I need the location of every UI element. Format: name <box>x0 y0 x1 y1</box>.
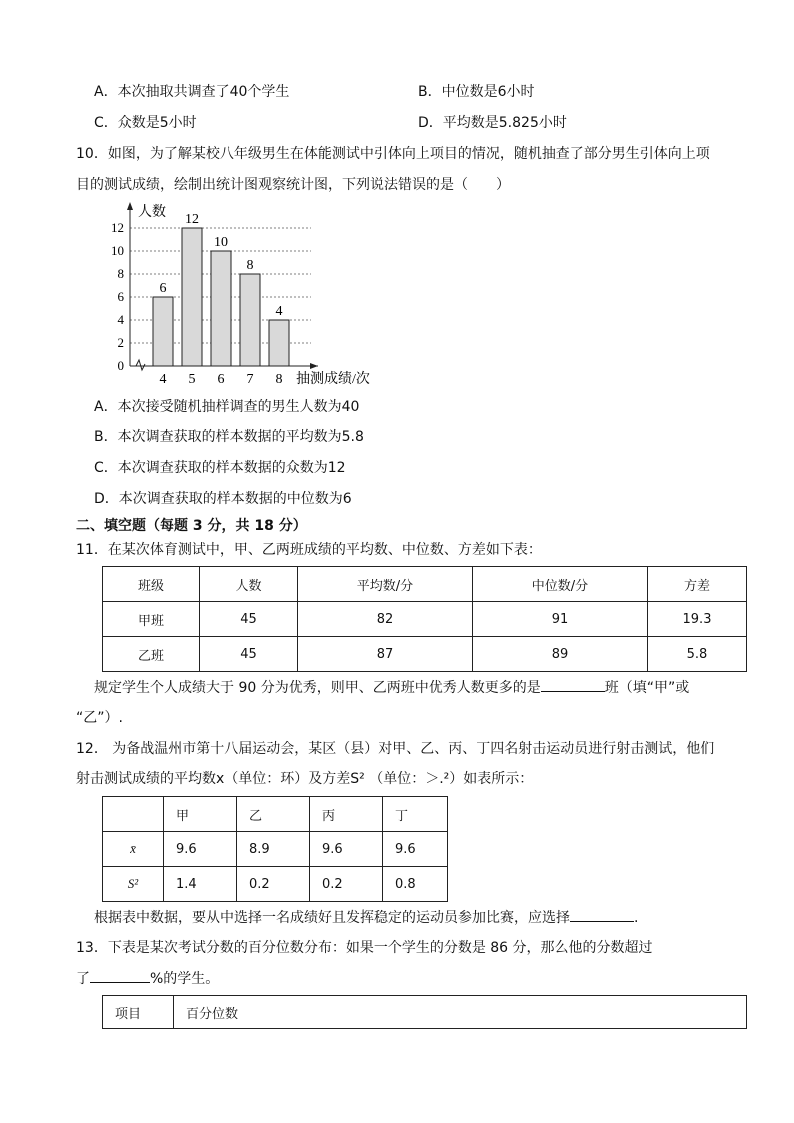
q12-header-cell <box>103 797 164 832</box>
x-tick-label: 8 <box>275 372 283 387</box>
x-tick-label: 5 <box>188 372 196 387</box>
x-tick-label: 7 <box>246 372 254 387</box>
q12-header-cell: 丁 <box>383 797 448 832</box>
y-tick-label: 6 <box>117 289 124 304</box>
q12-cell: 0.2 <box>310 867 383 902</box>
y-axis-arrow <box>127 202 133 210</box>
x-tick-label: 4 <box>159 372 167 387</box>
table-row <box>103 867 448 902</box>
q11-cell: 乙班 <box>103 637 200 672</box>
bar <box>269 320 289 366</box>
data-label: 4 <box>275 304 283 319</box>
q10-option-a: A．本次接受随机抽样调查的男生人数为40 <box>94 399 360 415</box>
q13-table <box>102 995 747 1029</box>
data-label: 10 <box>214 235 228 250</box>
q11-header-cell: 中位数/分 <box>473 567 648 602</box>
q11-header-cell: 班级 <box>103 567 200 602</box>
q12-cell: 0.8 <box>383 867 448 902</box>
y-tick-label: 12 <box>111 220 124 235</box>
q11-answer-blank[interactable] <box>541 677 605 692</box>
q12-cell: 9.6 <box>310 832 383 867</box>
q12-cell: 8.9 <box>237 832 310 867</box>
q9-option-d: D．平均数是5.825小时 <box>418 115 567 131</box>
x-axis-arrow <box>310 363 318 369</box>
q11-header-cell: 平均数/分 <box>298 567 473 602</box>
q11-text2: “乙”）. <box>76 710 123 726</box>
q12-question <box>94 907 638 928</box>
q11-text1: 规定学生个人成绩大于 90 分为优秀，则甲、乙两班中优秀人数更多的是 <box>94 680 541 696</box>
q11-cell: 82 <box>298 602 473 637</box>
q12-row-label: S² <box>103 867 164 902</box>
y-tick-label: 2 <box>117 335 124 350</box>
q11-cell: 89 <box>473 637 648 672</box>
q13-answer-blank[interactable] <box>90 968 150 983</box>
q13-header-cell: 百分位数 <box>174 996 747 1029</box>
bar <box>240 274 260 366</box>
q12-cell: 0.2 <box>237 867 310 902</box>
bar <box>182 228 202 366</box>
table-row <box>103 602 747 637</box>
table-row <box>103 832 448 867</box>
q12-header-cell: 乙 <box>237 797 310 832</box>
q11-cell: 87 <box>298 637 473 672</box>
q11-table <box>102 566 747 672</box>
q11-header-cell: 人数 <box>200 567 298 602</box>
q11-cell: 45 <box>200 602 298 637</box>
q10-option-d: D．本次调查获取的样本数据的中位数为6 <box>94 491 352 507</box>
q11-text1b: 班（填“甲”或 <box>604 680 690 696</box>
section-title: 二、填空题（每题 3 分，共 18 分） <box>76 518 307 534</box>
bar <box>211 251 231 366</box>
q12-header-cell: 丙 <box>310 797 383 832</box>
q13-stem-line2 <box>76 968 219 989</box>
q11-cell: 19.3 <box>648 602 747 637</box>
q9-option-c: C．众数是5小时 <box>94 115 197 131</box>
q11-cell: 甲班 <box>103 602 200 637</box>
x-axis-label: 抽测成绩/次 <box>296 372 370 387</box>
bar <box>153 297 173 366</box>
q9-option-b: B．中位数是6小时 <box>418 84 535 100</box>
q13-text2a: 了 <box>76 971 90 987</box>
q12-cell: 1.4 <box>164 867 237 902</box>
q12-text: 根据表中数据，要从中选择一名成绩好且发挥稳定的运动员参加比赛，应选择 <box>94 910 570 926</box>
q12-cell: 9.6 <box>383 832 448 867</box>
data-label: 12 <box>185 212 199 227</box>
q11-header-cell: 方差 <box>648 567 747 602</box>
y-tick-label: 0 <box>117 358 124 373</box>
q11-cell: 45 <box>200 637 298 672</box>
q13-stem-line1: 13．下表是某次考试分数的百分位数分布：如果一个学生的分数是 86 分，那么他的分数超过 <box>76 940 653 956</box>
q12-answer-blank[interactable] <box>570 907 634 922</box>
y-tick-label: 10 <box>111 243 124 258</box>
bar-chart <box>96 198 396 388</box>
q12-table <box>102 796 448 902</box>
q13-text2b: %的学生。 <box>150 971 220 987</box>
q12-text-end: . <box>634 910 639 926</box>
q12-stem-line1: 12． 为备战温州市第十八届运动会，某区（县）对甲、乙、丙、丁四名射击运动员进行射击测试，他们 <box>76 741 715 757</box>
q12-cell: 9.6 <box>164 832 237 867</box>
x-tick-label: 6 <box>217 372 225 387</box>
y-axis-label: 人数 <box>138 205 166 220</box>
q12-header-cell: 甲 <box>164 797 237 832</box>
q11-question <box>94 677 689 698</box>
q12-stem-line2: 射击测试成绩的平均数x（单位：环）及方差S² （单位：＞.²）如表所示： <box>76 771 534 787</box>
q12-row-label: x̄ <box>103 832 164 867</box>
q10-option-c: C．本次调查获取的样本数据的众数为12 <box>94 460 346 476</box>
y-tick-label: 4 <box>117 312 124 327</box>
axis-break <box>136 360 145 370</box>
q11-cell: 91 <box>473 602 648 637</box>
q9-option-a: A．本次抽取共调查了40个学生 <box>94 84 290 100</box>
q10-stem-line1: 10．如图，为了解某校八年级男生在体能测试中引体向上项目的情况，随机抽查了部分男生引体向上项 <box>76 146 710 162</box>
y-tick-label: 8 <box>117 266 124 281</box>
data-label: 8 <box>246 258 254 273</box>
q11-cell: 5.8 <box>648 637 747 672</box>
q13-header-cell: 项目 <box>103 996 174 1029</box>
q11-stem: 11．在某次体育测试中，甲、乙两班成绩的平均数、中位数、方差如下表： <box>76 542 542 558</box>
q10-option-b: B．本次调查获取的样本数据的平均数为5.8 <box>94 429 364 445</box>
table-row <box>103 637 747 672</box>
q10-stem-line2: 目的测试成绩，绘制出统计图观察统计图，下列说法错误的是（ ） <box>76 177 510 193</box>
data-label: 6 <box>159 281 167 296</box>
